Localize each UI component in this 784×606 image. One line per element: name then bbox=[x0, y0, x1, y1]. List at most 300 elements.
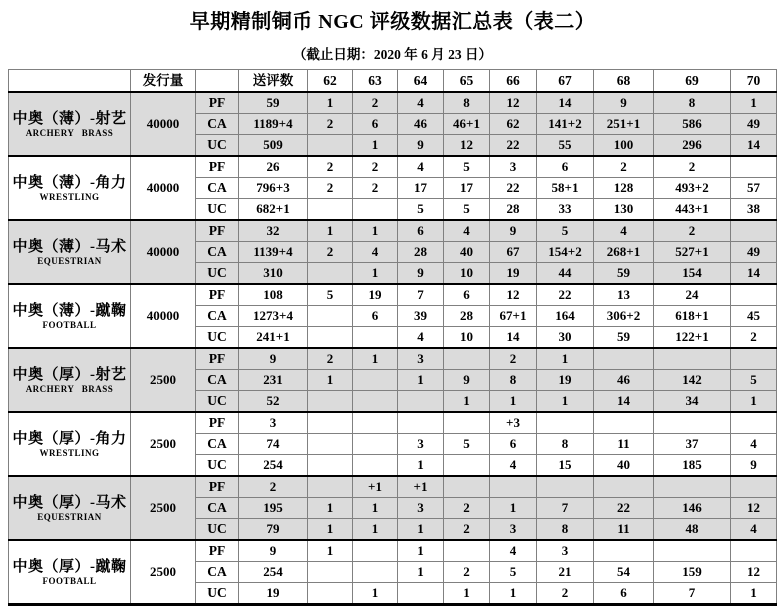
grade-cell-64: 9 bbox=[398, 135, 444, 157]
grade-cell-68: 6 bbox=[594, 583, 654, 605]
grade-cell-64: 1 bbox=[398, 540, 444, 562]
grade-cell-70: 45 bbox=[731, 306, 777, 327]
row-type-cell: PF bbox=[196, 348, 239, 370]
row-type-cell: UC bbox=[196, 391, 239, 413]
grade-cell-64: 3 bbox=[398, 348, 444, 370]
submitted-total-cell: 2 bbox=[239, 476, 308, 498]
grade-cell-64: 1 bbox=[398, 370, 444, 391]
grade-cell-66: 6 bbox=[490, 434, 537, 455]
grade-cell-63: 1 bbox=[353, 519, 398, 541]
grade-cell-64: 4 bbox=[398, 156, 444, 178]
submitted-total-cell: 79 bbox=[239, 519, 308, 541]
grade-cell-68: 11 bbox=[594, 519, 654, 541]
row-type-cell: CA bbox=[196, 370, 239, 391]
grade-cell-65: 40 bbox=[444, 242, 490, 263]
coin-name-cn: 中奥（薄）-蹴鞠 bbox=[12, 302, 127, 319]
grade-cell-63: 6 bbox=[353, 306, 398, 327]
grade-cell-69: 122+1 bbox=[654, 327, 731, 349]
submitted-total-cell: 9 bbox=[239, 540, 308, 562]
grade-cell-62: 1 bbox=[308, 92, 353, 114]
coin-name-cn: 中奥（薄）-角力 bbox=[12, 174, 127, 191]
column-header-64: 64 bbox=[398, 70, 444, 93]
grade-cell-65: 9 bbox=[444, 370, 490, 391]
grade-cell-68 bbox=[594, 476, 654, 498]
grade-cell-68 bbox=[594, 348, 654, 370]
column-header-: 送评数 bbox=[239, 70, 308, 93]
grade-cell-62 bbox=[308, 434, 353, 455]
grade-cell-63: 2 bbox=[353, 156, 398, 178]
grade-cell-65: 28 bbox=[444, 306, 490, 327]
grade-cell-62 bbox=[308, 306, 353, 327]
submitted-total-cell: 3 bbox=[239, 412, 308, 434]
coin-name-en: FOOTBALL bbox=[42, 575, 97, 586]
grade-cell-66: 2 bbox=[490, 348, 537, 370]
grade-cell-68: 130 bbox=[594, 199, 654, 221]
row-type-cell: PF bbox=[196, 220, 239, 242]
grade-cell-66: 4 bbox=[490, 455, 537, 477]
grade-cell-65: 5 bbox=[444, 434, 490, 455]
column-header-70: 70 bbox=[731, 70, 777, 93]
column-header-68: 68 bbox=[594, 70, 654, 93]
mintage-cell: 2500 bbox=[131, 476, 196, 540]
grade-cell-67: 1 bbox=[537, 391, 594, 413]
row-type-cell: CA bbox=[196, 306, 239, 327]
grading-table-body bbox=[9, 70, 777, 605]
grade-cell-63 bbox=[353, 562, 398, 583]
grade-cell-67: 15 bbox=[537, 455, 594, 477]
grade-cell-65 bbox=[444, 455, 490, 477]
grade-cell-67 bbox=[537, 476, 594, 498]
submitted-total-cell: 19 bbox=[239, 583, 308, 605]
mintage-cell: 2500 bbox=[131, 540, 196, 605]
grade-cell-65: 8 bbox=[444, 92, 490, 114]
grade-cell-68: 54 bbox=[594, 562, 654, 583]
grade-cell-67: 6 bbox=[537, 156, 594, 178]
grade-cell-66: 22 bbox=[490, 135, 537, 157]
coin-name-cn: 中奥（厚）-射艺 bbox=[12, 366, 127, 383]
grade-cell-64: 1 bbox=[398, 455, 444, 477]
grade-cell-62: 1 bbox=[308, 519, 353, 541]
column-header-blank-2 bbox=[196, 70, 239, 93]
grade-cell-63: 1 bbox=[353, 348, 398, 370]
grade-cell-64: 1 bbox=[398, 562, 444, 583]
grade-cell-70: 57 bbox=[731, 178, 777, 199]
grade-cell-62 bbox=[308, 455, 353, 477]
mintage-cell: 40000 bbox=[131, 284, 196, 348]
grade-cell-62 bbox=[308, 199, 353, 221]
grade-cell-70: 49 bbox=[731, 242, 777, 263]
grade-cell-67: 5 bbox=[537, 220, 594, 242]
submitted-total-cell: 241+1 bbox=[239, 327, 308, 349]
grade-cell-62: 2 bbox=[308, 178, 353, 199]
submitted-total-cell: 796+3 bbox=[239, 178, 308, 199]
submitted-total-cell: 9 bbox=[239, 348, 308, 370]
grade-cell-70: 2 bbox=[731, 327, 777, 349]
grade-cell-68: 14 bbox=[594, 391, 654, 413]
grade-cell-68: 306+2 bbox=[594, 306, 654, 327]
page-subtitle: （截止日期：2020 年 6 月 23 日） bbox=[292, 47, 493, 62]
grade-cell-69: 527+1 bbox=[654, 242, 731, 263]
grade-cell-69: 154 bbox=[654, 263, 731, 285]
coin-name-cell bbox=[9, 348, 131, 412]
submitted-total-cell: 310 bbox=[239, 263, 308, 285]
grade-cell-69 bbox=[654, 412, 731, 434]
grade-cell-62 bbox=[308, 327, 353, 349]
grade-cell-64: 1 bbox=[398, 519, 444, 541]
grade-cell-70: 38 bbox=[731, 199, 777, 221]
grade-cell-70: 14 bbox=[731, 135, 777, 157]
grade-cell-70 bbox=[731, 156, 777, 178]
grade-cell-69: 618+1 bbox=[654, 306, 731, 327]
grade-cell-63: 2 bbox=[353, 92, 398, 114]
grade-cell-62 bbox=[308, 135, 353, 157]
grade-cell-65 bbox=[444, 348, 490, 370]
row-type-cell: PF bbox=[196, 92, 239, 114]
row-type-cell: UC bbox=[196, 135, 239, 157]
row-type-cell: UC bbox=[196, 327, 239, 349]
grade-cell-68: 4 bbox=[594, 220, 654, 242]
grade-cell-67: 3 bbox=[537, 540, 594, 562]
coin-name-cn: 中奥（厚）-角力 bbox=[12, 430, 127, 447]
grade-cell-70: 9 bbox=[731, 455, 777, 477]
grade-cell-65: 10 bbox=[444, 327, 490, 349]
row-type-cell: UC bbox=[196, 199, 239, 221]
row-type-cell: PF bbox=[196, 156, 239, 178]
grade-cell-62: 2 bbox=[308, 242, 353, 263]
submitted-total-cell: 195 bbox=[239, 498, 308, 519]
grade-cell-62: 5 bbox=[308, 284, 353, 306]
grade-cell-62: 1 bbox=[308, 370, 353, 391]
grade-cell-66: 14 bbox=[490, 327, 537, 349]
grade-cell-69 bbox=[654, 348, 731, 370]
grade-cell-70 bbox=[731, 220, 777, 242]
grade-cell-62 bbox=[308, 476, 353, 498]
coin-name-en: WRESTLING bbox=[39, 447, 100, 458]
grade-cell-68: 2 bbox=[594, 156, 654, 178]
grade-cell-70 bbox=[731, 348, 777, 370]
grade-cell-67: 8 bbox=[537, 519, 594, 541]
column-header-69: 69 bbox=[654, 70, 731, 93]
coin-name-cell bbox=[9, 476, 131, 540]
grade-cell-64 bbox=[398, 412, 444, 434]
row-type-cell: UC bbox=[196, 263, 239, 285]
grade-cell-66 bbox=[490, 476, 537, 498]
grade-cell-68: 11 bbox=[594, 434, 654, 455]
grading-table bbox=[8, 69, 777, 606]
coin-name-en: ARCHERY BRASS bbox=[25, 383, 114, 394]
grade-cell-69: 34 bbox=[654, 391, 731, 413]
grade-cell-66: 8 bbox=[490, 370, 537, 391]
grade-cell-65 bbox=[444, 476, 490, 498]
submitted-total-cell: 254 bbox=[239, 455, 308, 477]
submitted-total-cell: 52 bbox=[239, 391, 308, 413]
grade-cell-69: 443+1 bbox=[654, 199, 731, 221]
grade-cell-65: 1 bbox=[444, 391, 490, 413]
row-type-cell: PF bbox=[196, 284, 239, 306]
grade-cell-67: 1 bbox=[537, 348, 594, 370]
grade-cell-63: 6 bbox=[353, 114, 398, 135]
grade-cell-66: 9 bbox=[490, 220, 537, 242]
row-type-cell: CA bbox=[196, 242, 239, 263]
grade-cell-64: 39 bbox=[398, 306, 444, 327]
grade-cell-64: 4 bbox=[398, 92, 444, 114]
grade-cell-65: 5 bbox=[444, 156, 490, 178]
submitted-total-cell: 1273+4 bbox=[239, 306, 308, 327]
grade-cell-65: 10 bbox=[444, 263, 490, 285]
submitted-total-cell: 32 bbox=[239, 220, 308, 242]
grade-cell-63: 19 bbox=[353, 284, 398, 306]
grade-cell-65: 6 bbox=[444, 284, 490, 306]
grade-cell-68: 22 bbox=[594, 498, 654, 519]
grade-cell-63 bbox=[353, 540, 398, 562]
grade-cell-64: 28 bbox=[398, 242, 444, 263]
grade-cell-65: 46+1 bbox=[444, 114, 490, 135]
row-type-cell: CA bbox=[196, 178, 239, 199]
grade-cell-64: 3 bbox=[398, 434, 444, 455]
grade-cell-66: +3 bbox=[490, 412, 537, 434]
grade-cell-66: 67+1 bbox=[490, 306, 537, 327]
mintage-cell: 40000 bbox=[131, 156, 196, 220]
grade-cell-70: 12 bbox=[731, 498, 777, 519]
grade-cell-65: 2 bbox=[444, 498, 490, 519]
coin-name-en: EQUESTRIAN bbox=[37, 511, 102, 522]
grade-cell-68: 9 bbox=[594, 92, 654, 114]
grade-cell-66: 62 bbox=[490, 114, 537, 135]
grade-cell-70: 1 bbox=[731, 92, 777, 114]
row-type-cell: UC bbox=[196, 519, 239, 541]
row-type-cell: CA bbox=[196, 562, 239, 583]
grade-cell-63: +1 bbox=[353, 476, 398, 498]
row-type-cell: PF bbox=[196, 540, 239, 562]
grade-cell-68: 40 bbox=[594, 455, 654, 477]
row-type-cell: UC bbox=[196, 455, 239, 477]
mintage-cell: 40000 bbox=[131, 92, 196, 156]
grade-cell-66: 1 bbox=[490, 498, 537, 519]
grade-cell-65: 4 bbox=[444, 220, 490, 242]
grade-cell-62: 2 bbox=[308, 348, 353, 370]
coin-name-cn: 中奥（薄）-马术 bbox=[12, 238, 127, 255]
grade-cell-69: 142 bbox=[654, 370, 731, 391]
grade-cell-65: 2 bbox=[444, 519, 490, 541]
grade-cell-67: 141+2 bbox=[537, 114, 594, 135]
grade-cell-68: 46 bbox=[594, 370, 654, 391]
coin-name-en: ARCHERY BRASS bbox=[25, 127, 114, 138]
grade-cell-64: +1 bbox=[398, 476, 444, 498]
grade-cell-68: 59 bbox=[594, 327, 654, 349]
grade-cell-68: 13 bbox=[594, 284, 654, 306]
grade-cell-66: 1 bbox=[490, 391, 537, 413]
grade-cell-64: 4 bbox=[398, 327, 444, 349]
grade-cell-64: 9 bbox=[398, 263, 444, 285]
grade-cell-66: 4 bbox=[490, 540, 537, 562]
grade-cell-67: 55 bbox=[537, 135, 594, 157]
grade-cell-68: 268+1 bbox=[594, 242, 654, 263]
grade-cell-70 bbox=[731, 476, 777, 498]
submitted-total-cell: 59 bbox=[239, 92, 308, 114]
page-title: 早期精制铜币 NGC 评级数据汇总表（表二） bbox=[189, 11, 596, 33]
grade-cell-70: 1 bbox=[731, 583, 777, 605]
grade-cell-62 bbox=[308, 263, 353, 285]
grade-cell-66: 67 bbox=[490, 242, 537, 263]
grade-cell-68: 128 bbox=[594, 178, 654, 199]
grade-cell-67: 154+2 bbox=[537, 242, 594, 263]
coin-name-cell bbox=[9, 540, 131, 605]
grade-cell-63: 4 bbox=[353, 242, 398, 263]
submitted-total-cell: 1139+4 bbox=[239, 242, 308, 263]
grade-cell-63 bbox=[353, 434, 398, 455]
grade-cell-63: 1 bbox=[353, 498, 398, 519]
grade-cell-63 bbox=[353, 199, 398, 221]
grade-cell-69: 586 bbox=[654, 114, 731, 135]
grade-cell-67: 14 bbox=[537, 92, 594, 114]
grade-cell-63 bbox=[353, 455, 398, 477]
grade-cell-63: 1 bbox=[353, 220, 398, 242]
grade-cell-69 bbox=[654, 540, 731, 562]
grade-cell-68 bbox=[594, 412, 654, 434]
grade-cell-62 bbox=[308, 412, 353, 434]
grade-cell-64: 7 bbox=[398, 284, 444, 306]
row-type-cell: PF bbox=[196, 476, 239, 498]
grade-cell-70: 12 bbox=[731, 562, 777, 583]
grade-cell-70: 1 bbox=[731, 391, 777, 413]
grade-cell-62: 2 bbox=[308, 114, 353, 135]
grade-cell-63: 1 bbox=[353, 583, 398, 605]
submitted-total-cell: 254 bbox=[239, 562, 308, 583]
grade-cell-66: 12 bbox=[490, 92, 537, 114]
submitted-total-cell: 231 bbox=[239, 370, 308, 391]
grade-cell-66: 5 bbox=[490, 562, 537, 583]
grade-cell-68: 59 bbox=[594, 263, 654, 285]
grade-cell-67: 22 bbox=[537, 284, 594, 306]
grade-cell-67: 8 bbox=[537, 434, 594, 455]
coin-name-en: WRESTLING bbox=[39, 191, 100, 202]
submitted-total-cell: 108 bbox=[239, 284, 308, 306]
grade-cell-66: 3 bbox=[490, 519, 537, 541]
grade-cell-64 bbox=[398, 391, 444, 413]
grade-cell-68 bbox=[594, 540, 654, 562]
coin-name-en: FOOTBALL bbox=[42, 319, 97, 330]
grade-cell-62: 1 bbox=[308, 498, 353, 519]
grade-cell-62: 1 bbox=[308, 220, 353, 242]
grade-cell-69: 7 bbox=[654, 583, 731, 605]
grade-cell-65: 12 bbox=[444, 135, 490, 157]
grade-cell-65: 1 bbox=[444, 583, 490, 605]
grade-cell-62: 1 bbox=[308, 540, 353, 562]
grade-cell-69: 159 bbox=[654, 562, 731, 583]
grade-cell-63: 2 bbox=[353, 178, 398, 199]
grade-cell-67: 19 bbox=[537, 370, 594, 391]
grade-cell-66: 3 bbox=[490, 156, 537, 178]
grade-cell-67: 164 bbox=[537, 306, 594, 327]
grade-cell-69: 185 bbox=[654, 455, 731, 477]
mintage-cell: 2500 bbox=[131, 412, 196, 476]
grade-cell-63 bbox=[353, 370, 398, 391]
coin-name-cell bbox=[9, 412, 131, 476]
column-header-63: 63 bbox=[353, 70, 398, 93]
coin-name-cell bbox=[9, 220, 131, 284]
grade-cell-65 bbox=[444, 412, 490, 434]
submitted-total-cell: 509 bbox=[239, 135, 308, 157]
grade-cell-62 bbox=[308, 562, 353, 583]
grade-cell-68: 251+1 bbox=[594, 114, 654, 135]
grade-cell-70 bbox=[731, 540, 777, 562]
grade-cell-69: 493+2 bbox=[654, 178, 731, 199]
grade-cell-63: 1 bbox=[353, 263, 398, 285]
column-header-: 发行量 bbox=[131, 70, 196, 93]
grade-cell-63 bbox=[353, 391, 398, 413]
grade-cell-63: 1 bbox=[353, 135, 398, 157]
grade-cell-66: 28 bbox=[490, 199, 537, 221]
grade-cell-65 bbox=[444, 540, 490, 562]
grade-cell-67 bbox=[537, 412, 594, 434]
coin-name-cn: 中奥（厚）-蹴鞠 bbox=[12, 558, 127, 575]
grade-cell-69: 2 bbox=[654, 156, 731, 178]
coin-name-cell bbox=[9, 92, 131, 156]
grade-cell-64: 46 bbox=[398, 114, 444, 135]
coin-name-cn: 中奥（薄）-射艺 bbox=[12, 110, 127, 127]
grade-cell-65: 5 bbox=[444, 199, 490, 221]
coin-name-cell bbox=[9, 156, 131, 220]
submitted-total-cell: 682+1 bbox=[239, 199, 308, 221]
grade-cell-67: 30 bbox=[537, 327, 594, 349]
submitted-total-cell: 26 bbox=[239, 156, 308, 178]
grade-cell-62 bbox=[308, 583, 353, 605]
row-type-cell: PF bbox=[196, 412, 239, 434]
grade-cell-70 bbox=[731, 284, 777, 306]
column-header-67: 67 bbox=[537, 70, 594, 93]
grade-cell-68: 100 bbox=[594, 135, 654, 157]
coin-name-cell bbox=[9, 284, 131, 348]
column-header-66: 66 bbox=[490, 70, 537, 93]
coin-name-en: EQUESTRIAN bbox=[37, 255, 102, 266]
grade-cell-69: 2 bbox=[654, 220, 731, 242]
grade-cell-70: 14 bbox=[731, 263, 777, 285]
row-type-cell: CA bbox=[196, 498, 239, 519]
grade-cell-66: 19 bbox=[490, 263, 537, 285]
grade-cell-67: 58+1 bbox=[537, 178, 594, 199]
grade-cell-69: 146 bbox=[654, 498, 731, 519]
row-type-cell: UC bbox=[196, 583, 239, 605]
grade-cell-69 bbox=[654, 476, 731, 498]
grade-cell-66: 22 bbox=[490, 178, 537, 199]
grade-cell-64: 6 bbox=[398, 220, 444, 242]
mintage-cell: 40000 bbox=[131, 220, 196, 284]
grade-cell-67: 7 bbox=[537, 498, 594, 519]
grade-cell-62: 2 bbox=[308, 156, 353, 178]
grade-cell-65: 17 bbox=[444, 178, 490, 199]
grade-cell-64 bbox=[398, 583, 444, 605]
grade-cell-64: 5 bbox=[398, 199, 444, 221]
grade-cell-70: 5 bbox=[731, 370, 777, 391]
grade-cell-63 bbox=[353, 412, 398, 434]
grade-cell-70: 4 bbox=[731, 434, 777, 455]
grade-cell-69: 8 bbox=[654, 92, 731, 114]
grade-cell-70: 4 bbox=[731, 519, 777, 541]
grade-cell-64: 3 bbox=[398, 498, 444, 519]
grade-cell-67: 44 bbox=[537, 263, 594, 285]
column-header-blank-0 bbox=[9, 70, 131, 93]
mintage-cell: 2500 bbox=[131, 348, 196, 412]
column-header-65: 65 bbox=[444, 70, 490, 93]
grade-cell-63 bbox=[353, 327, 398, 349]
grade-cell-69: 37 bbox=[654, 434, 731, 455]
grade-cell-67: 33 bbox=[537, 199, 594, 221]
grade-cell-69: 48 bbox=[654, 519, 731, 541]
column-header-62: 62 bbox=[308, 70, 353, 93]
submitted-total-cell: 74 bbox=[239, 434, 308, 455]
grade-cell-66: 1 bbox=[490, 583, 537, 605]
grade-cell-66: 12 bbox=[490, 284, 537, 306]
